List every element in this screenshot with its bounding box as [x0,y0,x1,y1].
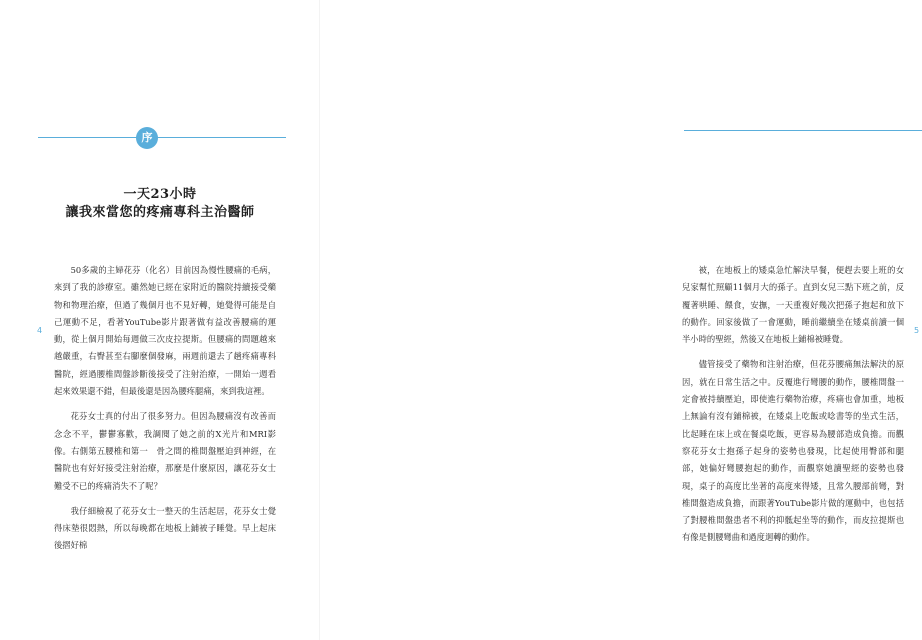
chapter-divider-line [38,137,286,138]
header-divider-line [684,130,922,131]
page-number-right: 5 [914,326,920,335]
page-number-left: 4 [37,326,43,335]
paragraph: 花芬女士真的付出了很多努力。但因為腰痛沒有改善而念念不平，鬱鬱寡歡，我調閱了她之前的X光片和MRI影像。右側第五腰椎和第一 骨之間的椎間盤壓迫到神經，在醫院也有好好接受注射治療，那麼是什麼原因，讓花芬女士難受不已的疼痛消失不了呢？ [54,411,276,491]
preface-badge: 序 [136,127,158,149]
paragraph: 被，在地板上的矮桌急忙解決早餐，便趕去要上班的女兒家幫忙照顧11個月大的孫子。直到女兒三點下班之前，反覆著哄睡、餵食，安撫，一天重複好幾次把孫子抱起和放下的動作。回家後做了一會運動，睡前繼續坐在矮桌前讀一個半小時的聖經，然後又在地板上鋪棉被睡覺。 [682,265,904,345]
left-body-text [54,262,276,563]
paragraph: 50多歲的主婦花芬（化名）目前因為慢性腰痛的毛病，來到了我的診療室。雖然她已經在家附近的醫院持續接受藥物和物理治療，但過了幾個月也不見好轉，她覺得可能是自己運動不足，看著YouTube影片跟著做有益改善腰痛的運動，從上個月開始每週做三次皮拉提斯。但腰痛的問題越來越嚴重，右臀甚至右腳麼個發麻，兩週前還去了趟疼痛專科醫院，經過腰椎間盤診斷後接受了注射治療，一開始一週看起來效果還不錯，但最後還是因為腰疼腿痛，來到我這裡。 [54,265,276,397]
left-page [0,0,320,640]
paragraph: 儘管接受了藥物和注射治療，但花芬腰痛無法解決的原因，就在日常生活之中。反覆進行彎腰的動作，腰椎間盤一定會被持續壓迫，即使進行藥物治療，疼痛也會加重，地板上無論有沒有鋪棉被，在矮桌上吃飯或唸書等的坐式生活，比起睡在床上或在餐桌吃飯，更容易為腰部造成負擔。而觀察花芬女士抱孫子起身的姿勢也發現，比起使用臀部和腿部，她偏好彎腰抱起的動作，而觀察她讀聖經的姿勢也發現，桌子的高度比坐著的高度來得矮，且常久腰部前彎，對椎間盤造成負擔，而跟著YouTube影片做的運動中，也包括了對腰椎間盤患者不利的抑骶起坐等的動作，而皮拉提斯也有像是側腰彎曲和過度迴轉的動作。 [682,359,904,543]
chapter-title-line-1: 一天23小時 [123,187,197,202]
right-page [320,0,920,640]
paragraph: 我仔細檢視了花芬女士一整天的生活起居，花芬女士覺得床墊很悶熱，所以每晚都在地板上鋪被子睡覺。早上起床後摺好棉 [54,505,276,551]
right-body-text [682,262,904,555]
chapter-title-line-2: 讓我來當您的疼痛專科主治醫師 [65,205,255,220]
